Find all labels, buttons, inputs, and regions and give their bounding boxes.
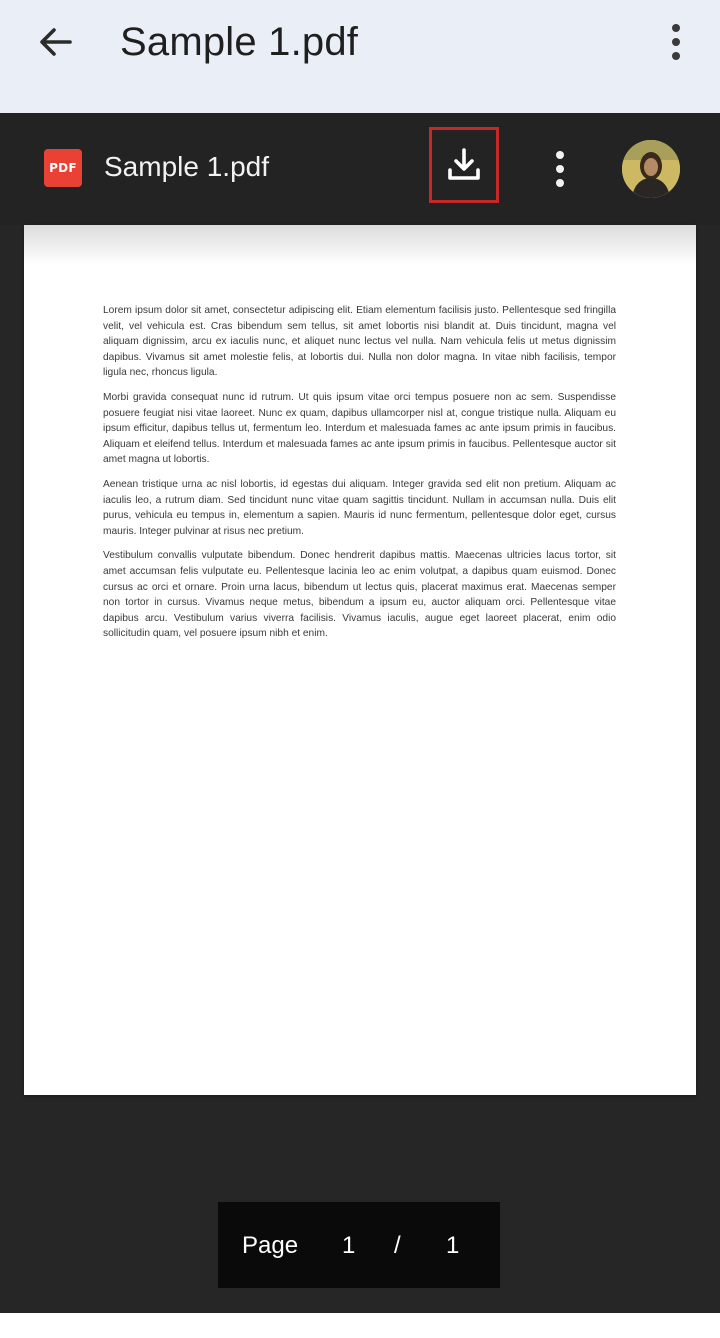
download-button[interactable] [429, 127, 499, 203]
page-label: Page [242, 1232, 299, 1259]
paragraph: Morbi gravida consequat nunc id rutrum. Ut quis ipsum vitae orci tempus posuere non ac sem. Suspendisse posuere feugiat nisi vitae laoreet. Nunc ex quam, dapibus ullamcorper nisl at, congue tristique nulla. Aliquam eu ipsum efficitur, dapibus tellus ut, fermentum leo. Interdum et malesuada fames ac ante ipsum primis in faucibus. Aliquam et eleifend tellus. Interdum et malesuada fames ac ante ipsum primis in faucibus. Pellentesque auctor sit amet magna ut lobortis. [103, 391, 616, 466]
page-indicator [218, 1202, 500, 1288]
current-page: 1 [342, 1232, 356, 1259]
arrow-left-icon[interactable] [36, 22, 76, 62]
pdf-page [24, 225, 696, 1095]
app-title: Sample 1.pdf [120, 20, 359, 64]
page-shadow [24, 225, 696, 265]
user-avatar-icon [622, 140, 680, 198]
more-vert-icon[interactable] [548, 149, 572, 189]
download-icon [445, 146, 483, 184]
pdf-file-icon: PDF [44, 149, 82, 187]
paragraph: Lorem ipsum dolor sit amet, consectetur adipiscing elit. Etiam elementum facilisis justo. Pellentesque sed fringilla velit, vel vehicula est. Cras bibendum sem tellus, sit amet lobortis nisi blandit at. Duis tincidunt, magna vel aliquam dignissim, arcu ex iaculis nunc, et aliquet nunc lectus vel nulla. Nam vehicula felis ut metus dignissim dapibus. Vivamus sit amet molestie felis, at lobortis dui. Nulla non dolor magna. In vitae nibh facilisis, tempor ligula nec, rhoncus ligula. [103, 305, 616, 379]
paragraph: Vestibulum convallis vulputate bibendum. Donec hendrerit dapibus mattis. Maecenas ultricies lacus tortor, sit amet accumsan felis vulputate eu. Pellentesque lacinia leo ac enim volutpat, a dapibus quam euismod. Donec cursus ac orci et ornare. Proin urna lacus, bibendum ut lectus quis, placerat maximus erat. Maecenas semper non tortor in cursus. Vivamus neque metus, bibendum a ipsum eu, auctor aliquam orci. Pellentesque vitae dapibus arcu. Vestibulum varius viverra facilisis. Vivamus iaculis, augue eget laoreet placerat, enim odio sollicitudin quam, vel posuere ipsum nibh et enim. [103, 550, 616, 640]
page-content [103, 303, 616, 651]
app-bar [0, 0, 720, 113]
more-vert-icon[interactable] [664, 20, 688, 64]
viewer-title: Sample 1.pdf [104, 151, 269, 182]
page-separator: / [394, 1232, 401, 1259]
total-pages: 1 [446, 1232, 460, 1259]
bottom-strip [0, 1313, 720, 1338]
paragraph: Aenean tristique urna ac nisl lobortis, id egestas dui aliquam. Integer gravida sed elit non pretium. Aliquam ac iaculis leo, a rutrum diam. Sed tincidunt nunc vitae quam sagittis tincidunt. Nullam in accumsan nulla. Duis elit purus, vehicula eu tempus in, elementum a sapien. Mauris id nunc fermentum, pellentesque dolor eget, cursus mauris. Integer pulvinar at risus nec pretium. [103, 478, 616, 537]
viewer-header [0, 113, 720, 225]
avatar[interactable] [622, 140, 680, 198]
